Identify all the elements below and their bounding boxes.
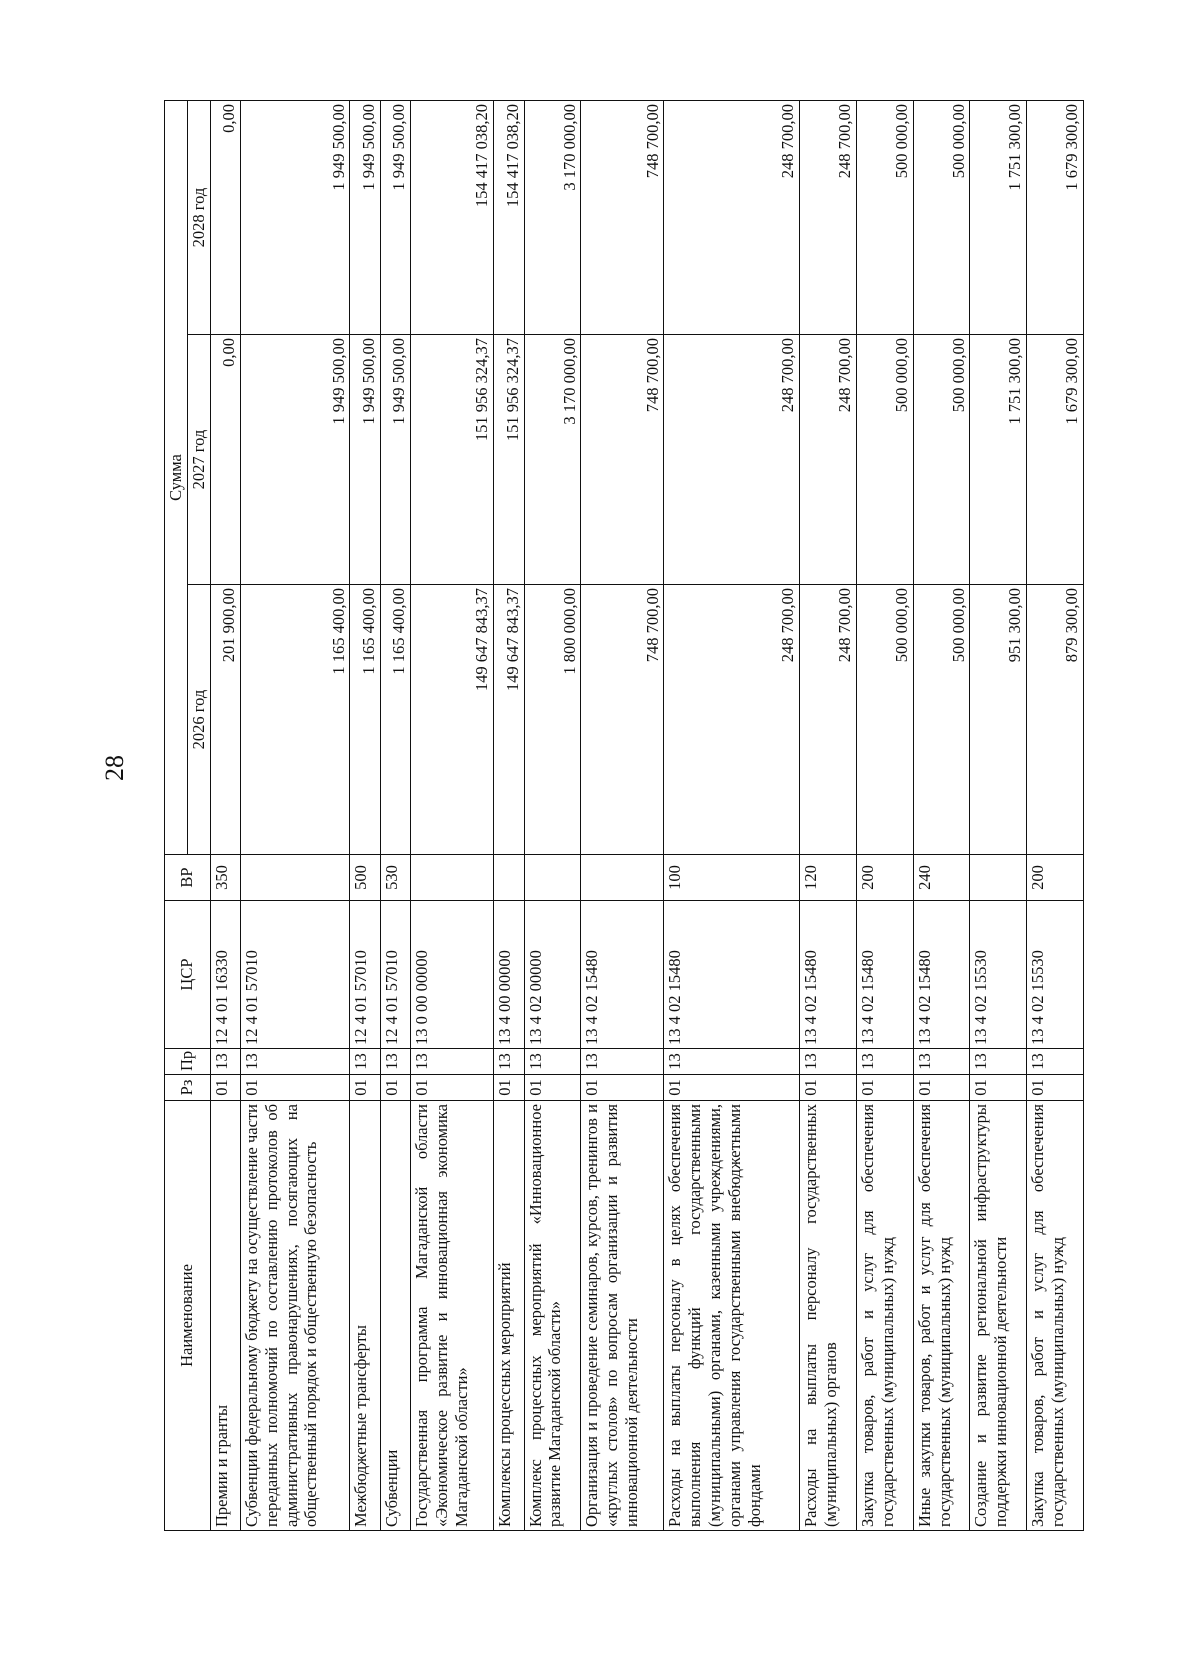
row-name: Субвенции федеральному бюджету на осуществление части переданных полномочий по составлению протоколов об административных правонарушениях, посягающих на общественный порядок и общественную безопасность <box>240 1101 349 1531</box>
row-csr: 13 4 02 15530 <box>970 901 1027 1049</box>
row-csr: 13 4 02 15530 <box>1027 901 1084 1049</box>
table-row <box>240 100 349 1530</box>
row-2027: 1 751 300,00 <box>970 335 1027 585</box>
row-vr: 500 <box>350 855 380 901</box>
row-rz: 01 <box>800 1075 857 1101</box>
row-2026: 1 165 400,00 <box>240 585 349 855</box>
row-2028: 248 700,00 <box>664 100 800 334</box>
row-vr <box>494 855 524 901</box>
row-2027: 151 956 324,37 <box>411 335 494 585</box>
row-2028: 1 949 500,00 <box>350 100 380 334</box>
row-vr <box>970 855 1027 901</box>
table-row <box>380 100 410 1530</box>
header-name: Наименование <box>165 1101 211 1531</box>
table-body <box>210 100 1083 1530</box>
row-2028: 248 700,00 <box>800 100 857 334</box>
row-vr <box>240 855 349 901</box>
row-csr: 13 0 00 00000 <box>411 901 494 1049</box>
row-vr <box>524 855 581 901</box>
row-pr: 13 <box>913 1049 970 1075</box>
row-rz: 01 <box>524 1075 581 1101</box>
row-2026: 1 165 400,00 <box>380 585 410 855</box>
row-2027: 748 700,00 <box>581 335 664 585</box>
row-2028: 500 000,00 <box>857 100 914 334</box>
row-2027: 248 700,00 <box>664 335 800 585</box>
row-2026: 500 000,00 <box>913 585 970 855</box>
row-name: Расходы на выплаты персоналу государственных (муниципальных) органов <box>800 1101 857 1531</box>
header-pr: Пр <box>165 1049 211 1075</box>
header-year-2026: 2026 год <box>187 585 210 855</box>
table-row <box>800 100 857 1530</box>
row-2027: 151 956 324,37 <box>494 335 524 585</box>
row-csr: 12 4 01 57010 <box>240 901 349 1049</box>
row-2028: 1 949 500,00 <box>240 100 349 334</box>
row-csr: 13 4 02 15480 <box>800 901 857 1049</box>
row-pr: 13 <box>581 1049 664 1075</box>
row-2027: 1 949 500,00 <box>240 335 349 585</box>
table-row <box>664 100 800 1530</box>
row-csr: 12 4 01 16330 <box>210 901 240 1049</box>
row-2026: 201 900,00 <box>210 585 240 855</box>
row-2028: 154 417 038,20 <box>411 100 494 334</box>
row-vr: 100 <box>664 855 800 901</box>
table-row <box>210 100 240 1530</box>
row-2027: 1 679 300,00 <box>1027 335 1084 585</box>
row-vr: 350 <box>210 855 240 901</box>
row-name: Создание и развитие региональной инфраструктуры поддержки инновационной деятельности <box>970 1101 1027 1531</box>
row-rz: 01 <box>411 1075 494 1101</box>
table-row <box>581 100 664 1530</box>
row-2027: 500 000,00 <box>857 335 914 585</box>
row-2026: 748 700,00 <box>581 585 664 855</box>
row-rz: 01 <box>494 1075 524 1101</box>
row-pr: 13 <box>857 1049 914 1075</box>
row-2027: 0,00 <box>210 335 240 585</box>
row-rz: 01 <box>210 1075 240 1101</box>
row-2027: 500 000,00 <box>913 335 970 585</box>
row-2028: 1 679 300,00 <box>1027 100 1084 334</box>
row-2028: 748 700,00 <box>581 100 664 334</box>
row-csr: 13 4 02 15480 <box>913 901 970 1049</box>
row-csr: 13 4 02 00000 <box>524 901 581 1049</box>
row-rz: 01 <box>581 1075 664 1101</box>
header-vr: ВР <box>165 855 211 901</box>
budget-table <box>164 100 1084 1531</box>
row-rz: 01 <box>1027 1075 1084 1101</box>
row-rz: 01 <box>380 1075 410 1101</box>
table-row <box>1027 100 1084 1530</box>
table-row <box>494 100 524 1530</box>
row-2026: 500 000,00 <box>857 585 914 855</box>
header-rz: Рз <box>165 1075 211 1101</box>
table-row <box>913 100 970 1530</box>
row-2027: 1 949 500,00 <box>380 335 410 585</box>
row-pr: 13 <box>350 1049 380 1075</box>
row-rz: 01 <box>350 1075 380 1101</box>
row-2026: 951 300,00 <box>970 585 1027 855</box>
row-csr: 13 4 02 15480 <box>857 901 914 1049</box>
row-name: Закупка товаров, работ и услуг для обеспечения государственных (муниципальных) нужд <box>1027 1101 1084 1531</box>
row-pr: 13 <box>664 1049 800 1075</box>
row-vr: 200 <box>857 855 914 901</box>
row-2026: 149 647 843,37 <box>494 585 524 855</box>
row-pr: 13 <box>1027 1049 1084 1075</box>
row-pr: 13 <box>210 1049 240 1075</box>
page-number: 28 <box>100 755 129 781</box>
row-vr <box>581 855 664 901</box>
row-csr: 13 4 00 00000 <box>494 901 524 1049</box>
row-pr: 13 <box>411 1049 494 1075</box>
row-rz: 01 <box>970 1075 1027 1101</box>
table-row <box>411 100 494 1530</box>
row-rz: 01 <box>240 1075 349 1101</box>
table-row <box>350 100 380 1530</box>
row-rz: 01 <box>664 1075 800 1101</box>
row-csr: 12 4 01 57010 <box>380 901 410 1049</box>
row-2027: 1 949 500,00 <box>350 335 380 585</box>
row-2028: 1 751 300,00 <box>970 100 1027 334</box>
row-pr: 13 <box>524 1049 581 1075</box>
row-2026: 879 300,00 <box>1027 585 1084 855</box>
row-rz: 01 <box>913 1075 970 1101</box>
row-2028: 1 949 500,00 <box>380 100 410 334</box>
row-pr: 13 <box>970 1049 1027 1075</box>
row-name: Межбюджетные трансферты <box>350 1101 380 1531</box>
header-year-2028: 2028 год <box>187 100 210 334</box>
row-vr: 240 <box>913 855 970 901</box>
row-vr: 200 <box>1027 855 1084 901</box>
table-row <box>970 100 1027 1530</box>
row-csr: 13 4 02 15480 <box>664 901 800 1049</box>
row-pr: 13 <box>240 1049 349 1075</box>
rotated-table-container <box>164 101 1084 1531</box>
row-name: Субвенции <box>380 1101 410 1531</box>
row-name: Премии и гранты <box>210 1101 240 1531</box>
row-csr: 13 4 02 15480 <box>581 901 664 1049</box>
row-2026: 248 700,00 <box>800 585 857 855</box>
row-pr: 13 <box>380 1049 410 1075</box>
row-pr: 13 <box>800 1049 857 1075</box>
row-name: Организация и проведение семинаров, курсов, тренингов и «круглых столов» по вопросам организации и развития инновационной деятельности <box>581 1101 664 1531</box>
row-csr: 12 4 01 57010 <box>350 901 380 1049</box>
row-2026: 1 800 000,00 <box>524 585 581 855</box>
row-rz: 01 <box>857 1075 914 1101</box>
row-2028: 154 417 038,20 <box>494 100 524 334</box>
row-2028: 0,00 <box>210 100 240 334</box>
row-vr: 120 <box>800 855 857 901</box>
row-name: Комплекс процессных мероприятий «Инновационное развитие Магаданской области» <box>524 1101 581 1531</box>
row-2026: 248 700,00 <box>664 585 800 855</box>
row-2027: 248 700,00 <box>800 335 857 585</box>
row-name: Комплексы процессных мероприятий <box>494 1101 524 1531</box>
row-2026: 1 165 400,00 <box>350 585 380 855</box>
row-name: Расходы на выплаты персоналу в целях обеспечения выполнения функций государственными (муниципальными) органами, казенными учреждениями, органами управления государственными внебюджетными фондами <box>664 1101 800 1531</box>
row-vr: 530 <box>380 855 410 901</box>
row-name: Иные закупки товаров, работ и услуг для обеспечения государственных (муниципальных) нужд <box>913 1101 970 1531</box>
row-2028: 500 000,00 <box>913 100 970 334</box>
table-row <box>524 100 581 1530</box>
header-sum: Сумма <box>165 100 188 854</box>
header-csr: ЦСР <box>165 901 211 1049</box>
row-name: Государственная программа Магаданской области «Экономическое развитие и инновационная экономика Магаданской области» <box>411 1101 494 1531</box>
table-header <box>165 100 211 1530</box>
row-vr <box>411 855 494 901</box>
header-year-2027: 2027 год <box>187 335 210 585</box>
row-name: Закупка товаров, работ и услуг для обеспечения государственных (муниципальных) нужд <box>857 1101 914 1531</box>
row-2027: 3 170 000,00 <box>524 335 581 585</box>
row-pr: 13 <box>494 1049 524 1075</box>
table-row <box>857 100 914 1530</box>
row-2026: 149 647 843,37 <box>411 585 494 855</box>
row-2028: 3 170 000,00 <box>524 100 581 334</box>
